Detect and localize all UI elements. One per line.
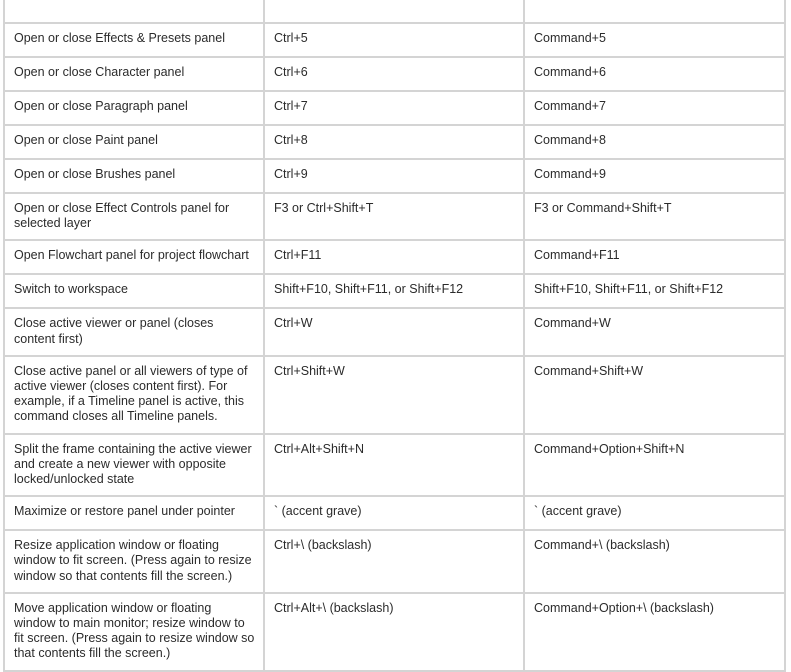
action-cell: Close active viewer or panel (closes content first)	[4, 308, 264, 355]
table-row	[4, 125, 785, 159]
table-row	[4, 193, 785, 240]
windows-shortcut-cell: Ctrl+Alt+\ (backslash)	[264, 593, 524, 671]
windows-shortcut-cell: Ctrl+8	[264, 125, 524, 159]
action-cell: Close active panel or all viewers of type of active viewer (closes content first). For example, if a Timeline panel is active, this command closes all Timeline panels.	[4, 356, 264, 434]
table-row	[4, 308, 785, 355]
table-row	[4, 91, 785, 125]
windows-shortcut-cell: Ctrl+7	[264, 91, 524, 125]
mac-shortcut-cell: Command+Option+\ (backslash)	[524, 593, 785, 671]
table-row	[4, 593, 785, 671]
action-cell: Open or close Character panel	[4, 57, 264, 91]
mac-shortcut-cell: F3 or Command+Shift+T	[524, 193, 785, 240]
mac-shortcut-cell: Command+\ (backslash)	[524, 530, 785, 593]
windows-shortcut-cell: Ctrl+F11	[264, 240, 524, 274]
shortcuts-table-container	[3, 0, 784, 672]
mac-shortcut-cell: Shift+F10, Shift+F11, or Shift+F12	[524, 274, 785, 308]
mac-shortcut-cell: Command+6	[524, 57, 785, 91]
table-row	[4, 496, 785, 530]
table-row	[4, 159, 785, 193]
action-cell: Open or close Paint panel	[4, 125, 264, 159]
windows-shortcut-cell: Ctrl+\ (backslash)	[264, 530, 524, 593]
shortcuts-table	[3, 0, 786, 672]
mac-shortcut-cell: Command+5	[524, 23, 785, 57]
action-cell: Split the frame containing the active viewer and create a new viewer with opposite locked/unlocked state	[4, 434, 264, 497]
action-cell: Move application window or floating window to main monitor; resize window to fit screen. (Press again to resize window so that contents fill the screen.)	[4, 593, 264, 671]
windows-shortcut-cell: Shift+F10, Shift+F11, or Shift+F12	[264, 274, 524, 308]
mac-shortcut-cell: Command+7	[524, 91, 785, 125]
mac-shortcut-cell: ` (accent grave)	[524, 496, 785, 530]
table-row	[4, 434, 785, 497]
action-cell: Open or close Effect Controls panel for selected layer	[4, 193, 264, 240]
action-cell: Resize application window or floating window to fit screen. (Press again to resize window so that contents fill the screen.)	[4, 530, 264, 593]
windows-shortcut-cell: F3 or Ctrl+Shift+T	[264, 193, 524, 240]
action-cell: Maximize or restore panel under pointer	[4, 496, 264, 530]
table-row	[4, 530, 785, 593]
table-row	[4, 356, 785, 434]
table-row	[4, 23, 785, 57]
action-cell: Open Flowchart panel for project flowchart	[4, 240, 264, 274]
windows-shortcut-cell: Ctrl+W	[264, 308, 524, 355]
action-cell: Open or close Effects & Presets panel	[4, 23, 264, 57]
mac-shortcut-cell	[524, 0, 785, 23]
table-row	[4, 0, 785, 23]
action-cell: Open or close Paragraph panel	[4, 91, 264, 125]
action-cell	[4, 0, 264, 23]
action-cell: Switch to workspace	[4, 274, 264, 308]
windows-shortcut-cell: ` (accent grave)	[264, 496, 524, 530]
table-row	[4, 274, 785, 308]
mac-shortcut-cell: Command+9	[524, 159, 785, 193]
windows-shortcut-cell: Ctrl+6	[264, 57, 524, 91]
mac-shortcut-cell: Command+Option+Shift+N	[524, 434, 785, 497]
windows-shortcut-cell	[264, 0, 524, 23]
windows-shortcut-cell: Ctrl+Alt+Shift+N	[264, 434, 524, 497]
mac-shortcut-cell: Command+8	[524, 125, 785, 159]
table-row	[4, 240, 785, 274]
windows-shortcut-cell: Ctrl+Shift+W	[264, 356, 524, 434]
mac-shortcut-cell: Command+Shift+W	[524, 356, 785, 434]
table-row	[4, 57, 785, 91]
windows-shortcut-cell: Ctrl+5	[264, 23, 524, 57]
windows-shortcut-cell: Ctrl+9	[264, 159, 524, 193]
action-cell: Open or close Brushes panel	[4, 159, 264, 193]
mac-shortcut-cell: Command+F11	[524, 240, 785, 274]
mac-shortcut-cell: Command+W	[524, 308, 785, 355]
